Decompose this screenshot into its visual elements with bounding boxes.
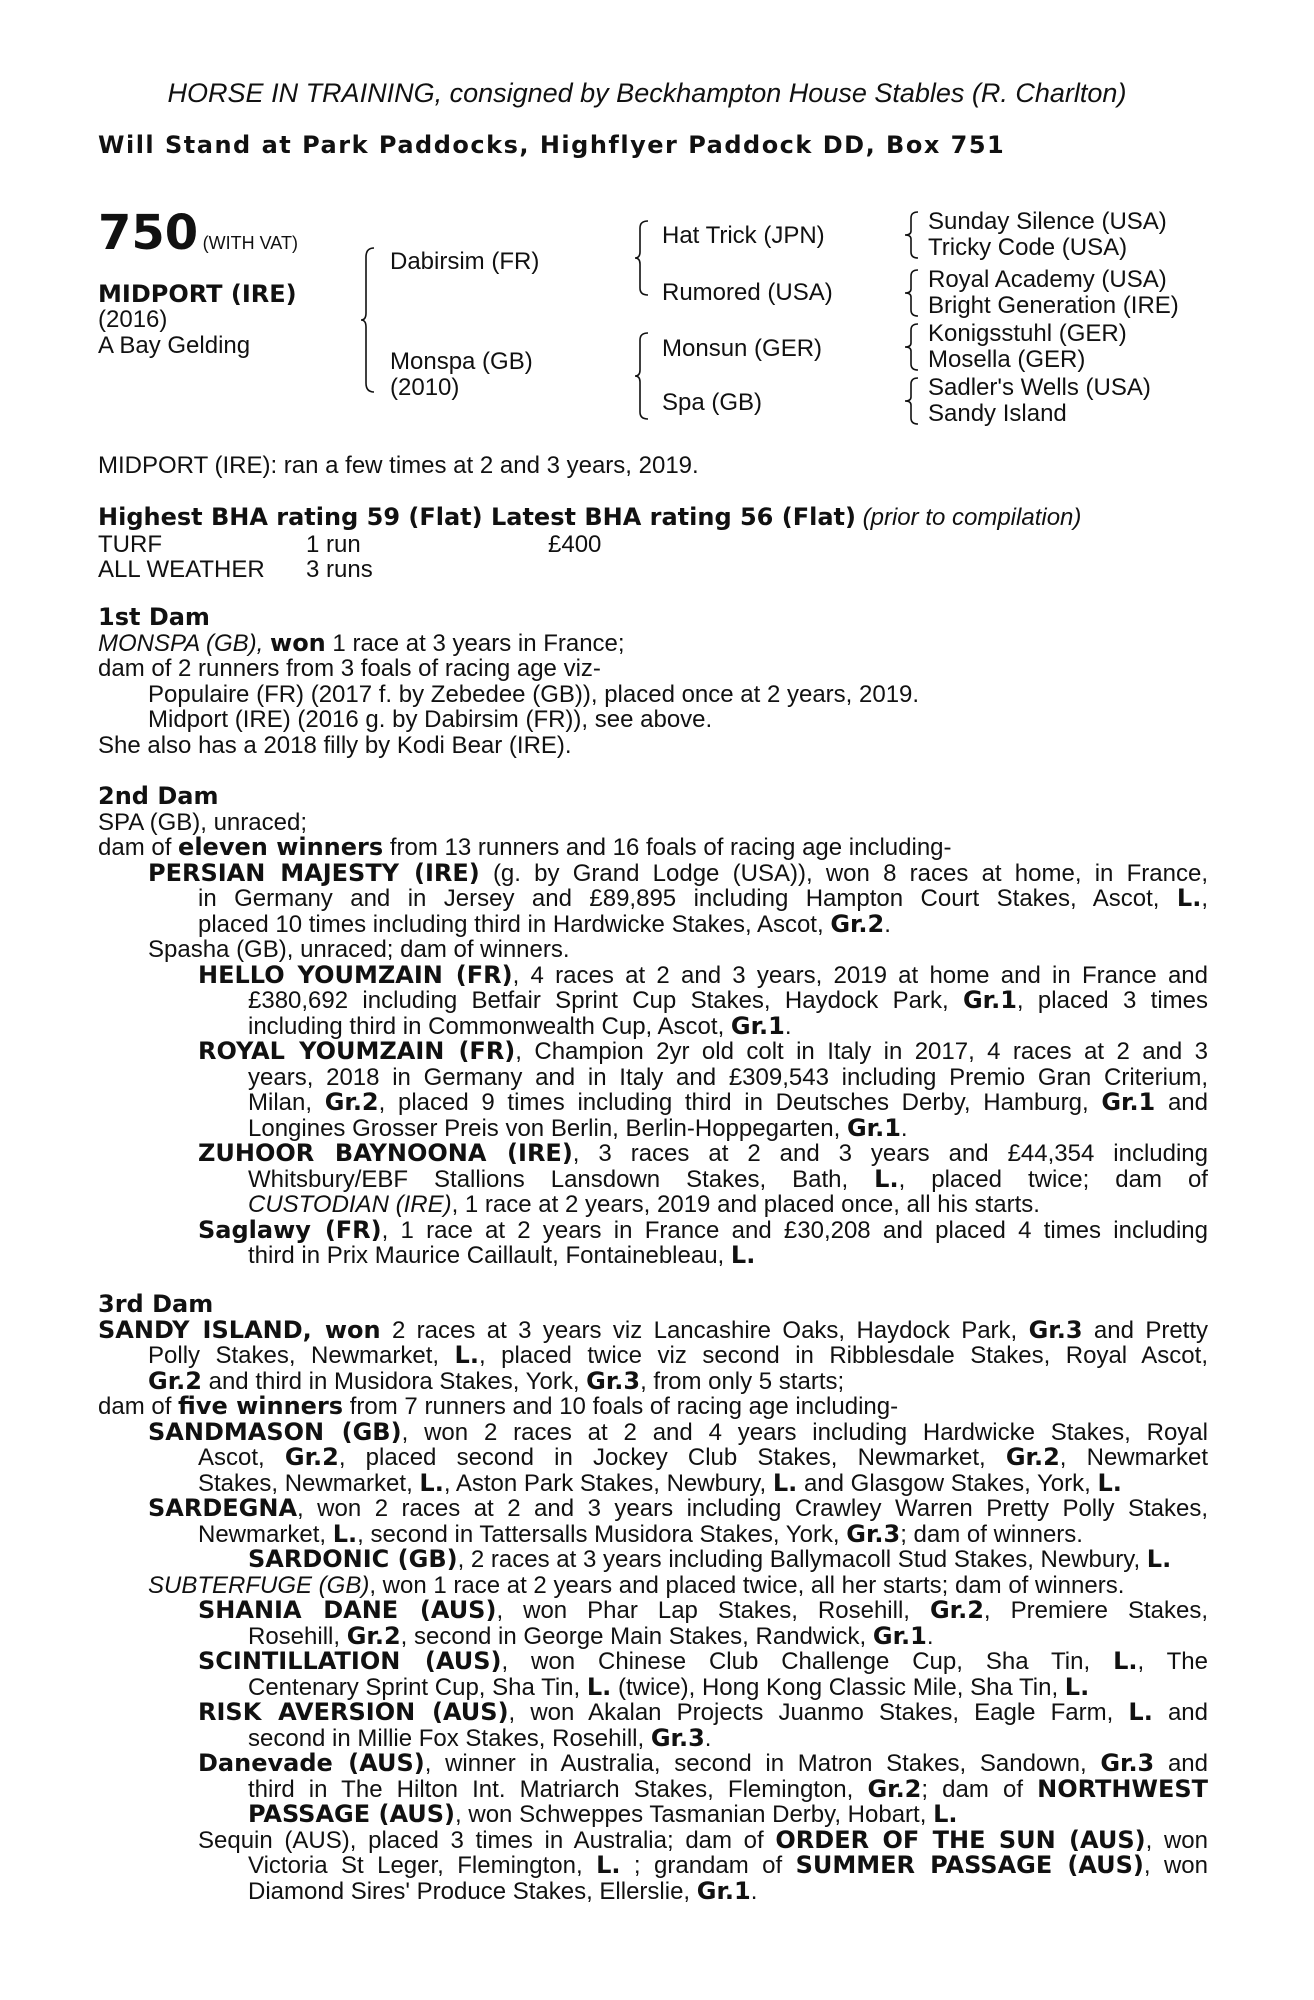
entry-hello-youmzain: HELLO YOUMZAIN (FR), 4 races at 2 and 3 years, 2019 at home and in France and £380,692 including Betfair Sprint Cup Stakes, Haydock Park, Gr.1, placed 3 times including third in Commonwealth Cup, Ascot, Gr.1.	[198, 960, 1208, 1040]
bha-ratings	[98, 503, 1081, 532]
lot-number: 750	[98, 205, 199, 261]
bha-rating-note: (prior to compilation)	[862, 504, 1082, 531]
pedigree-sdd: Bright Generation (IRE)	[928, 292, 1179, 319]
horse-name: MIDPORT (IRE)	[98, 280, 297, 308]
second-dam-produce: dam of eleven winners from 13 runners and 16 foals of racing age including-	[98, 833, 952, 861]
entry-sandmason: SANDMASON (GB), won 2 races at 2 and 4 years including Hardwicke Stakes, Royal Ascot, Gr.2, placed second in Jockey Club Stakes, Newmarket, Gr.2, Newmarket Stakes, Newmarket, L., Aston Park Stakes, Newbury, L. and Glasgow Stakes, York, L.	[148, 1417, 1208, 1497]
entry-subterfuge: SUBTERFUGE (GB), won 1 race at 2 years and placed twice, all her starts; dam of winners.	[148, 1571, 1125, 1599]
first-dam-heading: 1st Dam	[98, 603, 210, 631]
pedigree-dsd: Mosella (GER)	[928, 346, 1086, 373]
entry-shania-dane: SHANIA DANE (AUS), won Phar Lap Stakes, Rosehill, Gr.2, Premiere Stakes, Rosehill, Gr.2, second in George Main Stakes, Randwick, Gr.1.	[198, 1596, 1208, 1650]
pedigree-dam-year: (2010)	[390, 374, 460, 401]
entry-zuhoor-baynoona: ZUHOOR BAYNOONA (IRE), 3 races at 2 and 3 years and £44,354 including Whitsbury/EBF Stallions Lansdown Stakes, Bath, L., placed twice; dam of CUSTODIAN (IRE), 1 race at 2 years, 2019 and placed once, all his starts.	[198, 1139, 1209, 1218]
race-summary: MIDPORT (IRE): ran a few times at 2 and 3 years, 2019.	[98, 452, 699, 479]
entry-sardegna: SARDEGNA, won 2 races at 2 and 3 years including Crawley Warren Pretty Polly Stakes, Newmarket, L., second in Tattersalls Musidora Stakes, York, Gr.3; dam of winners.	[148, 1494, 1208, 1548]
pedigree-ssd: Tricky Code (USA)	[928, 234, 1128, 261]
lot-block	[98, 205, 298, 261]
entry-sequin: Sequin (AUS), placed 3 times in Australia; dam of ORDER OF THE SUN (AUS), won Victoria St Leger, Flemington, L. ; grandam of SUMMER PASSAGE (AUS), won Diamond Sires' Produce Stakes, Ellerslie, Gr.1.	[198, 1825, 1209, 1905]
entry-saglawy: Saglawy (FR), 1 race at 2 years in France and £30,208 and placed 4 times including third in Prix Maurice Caillault, Fontainebleau, L.	[198, 1215, 1208, 1269]
aw-label: ALL WEATHER	[98, 556, 265, 583]
second-dam-line: SPA (GB), unraced;	[98, 808, 307, 836]
pedigree-brace-sire	[634, 218, 654, 298]
pedigree-brace-3a	[904, 210, 924, 260]
pedigree-ddd: Sandy Island	[928, 400, 1067, 427]
vat-note: (WITH VAT)	[202, 233, 298, 253]
third-dam-heading: 3rd Dam	[98, 1290, 214, 1318]
horse-year: (2016)	[98, 306, 168, 333]
pedigree-brace-dam	[634, 330, 654, 422]
pedigree-dam-dam: Spa (GB)	[662, 389, 763, 416]
pedigree-dds: Sadler's Wells (USA)	[928, 374, 1151, 401]
turf-runs: 1 run	[306, 531, 361, 558]
turf-prize: £400	[548, 531, 602, 558]
stand-location: Will Stand at Park Paddocks, Highflyer Paddock DD, Box 751	[98, 131, 1006, 159]
second-dam-heading: 2nd Dam	[98, 782, 219, 810]
bha-rating-line: Highest BHA rating 59 (Flat) Latest BHA rating 56 (Flat)	[98, 503, 856, 531]
pedigree-sire-dam: Rumored (USA)	[662, 279, 833, 306]
first-dam-section	[98, 605, 1208, 758]
catalogue-page	[98, 78, 1208, 159]
entry-persian-majesty: PERSIAN MAJESTY (IRE) (g. by Grand Lodge (USA)), won 8 races at home, in France, in Germany and in Jersey and £89,895 including Hampton Court Stakes, Ascot, L., placed 10 times including third in Hardwicke Stakes, Ascot, Gr.2.	[148, 858, 1208, 938]
entry-sardonic: SARDONIC (GB), 2 races at 3 years including Ballymacoll Stud Stakes, Newbury, L.	[248, 1545, 1172, 1573]
entry-royal-youmzain: ROYAL YOUMZAIN (FR), Champion 2yr old colt in Italy in 2017, 4 races at 2 and 3 years, 2018 in Germany and in Italy and £309,543 including Premio Gran Criterium, Milan, Gr.2, placed 9 times including third in Deutsches Derby, Hamburg, Gr.1 and Longines Grosser Preis von Berlin, Berlin-Hoppegarten, Gr.1.	[198, 1037, 1208, 1142]
produce-populaire: Populaire (FR) (2017 f. by Zebedee (GB)), placed once at 2 years, 2019.	[148, 680, 920, 708]
pedigree-dss: Konigsstuhl (GER)	[928, 320, 1127, 347]
pedigree-brace-3b	[904, 268, 924, 318]
pedigree-dam: Monspa (GB)	[390, 348, 533, 375]
horse-description: A Bay Gelding	[98, 332, 251, 359]
pedigree-brace-3c	[904, 322, 924, 372]
pedigree-brace-3d	[904, 376, 924, 426]
third-dam-produce: dam of five winners from 7 runners and 10 foals of racing age including-	[98, 1392, 899, 1420]
turf-label: TURF	[98, 531, 162, 558]
pedigree-sire-sire: Hat Trick (JPN)	[662, 222, 825, 249]
pedigree-dam-sire: Monsun (GER)	[662, 335, 823, 362]
produce-midport: Midport (IRE) (2016 g. by Dabirsim (FR)), see above.	[148, 706, 713, 733]
first-dam-note: She also has a 2018 filly by Kodi Bear (IRE).	[98, 731, 572, 759]
consignor-title: HORSE IN TRAINING, consigned by Beckhampton House Stables (R. Charlton)	[167, 78, 1127, 108]
entry-spasha: Spasha (GB), unraced; dam of winners.	[148, 936, 570, 963]
aw-runs: 3 runs	[306, 556, 373, 583]
entry-risk-aversion: RISK AVERSION (AUS), won Akalan Projects Juanmo Stakes, Eagle Farm, L. and second in Millie Fox Stakes, Rosehill, Gr.3.	[198, 1698, 1208, 1752]
entry-scintillation: SCINTILLATION (AUS), won Chinese Club Challenge Cup, Sha Tin, L., The Centenary Sprint Cup, Sha Tin, L. (twice), Hong Kong Classic Mile, Sha Tin, L.	[198, 1647, 1208, 1701]
first-dam-line: MONSPA (GB), won 1 race at 3 years in France;	[98, 628, 625, 657]
pedigree-sire: Dabirsim (FR)	[390, 248, 540, 275]
entry-danevade: Danevade (AUS), winner in Australia, second in Matron Stakes, Sandown, Gr.3 and third in The Hilton Int. Matriarch Stakes, Flemington, Gr.2; dam of NORTHWEST PASSAGE (AUS), won Schweppes Tasmanian Derby, Hobart, L.	[198, 1749, 1209, 1828]
pedigree-brace-gen1	[360, 245, 380, 395]
third-dam-section	[98, 1292, 1208, 1904]
pedigree-sss: Sunday Silence (USA)	[928, 208, 1167, 235]
first-dam-produce: dam of 2 runners from 3 foals of racing age viz-	[98, 655, 601, 682]
entry-sandy-island: SANDY ISLAND, won 2 races at 3 years viz Lancashire Oaks, Haydock Park, Gr.3 and Pretty Polly Stakes, Newmarket, L., placed twice viz second in Ribblesdale Stakes, Royal Ascot, Gr.2 and third in Musidora Stakes, York, Gr.3, from only 5 starts;	[98, 1315, 1209, 1395]
second-dam-section	[98, 784, 1208, 1269]
pedigree-sds: Royal Academy (USA)	[928, 266, 1167, 293]
